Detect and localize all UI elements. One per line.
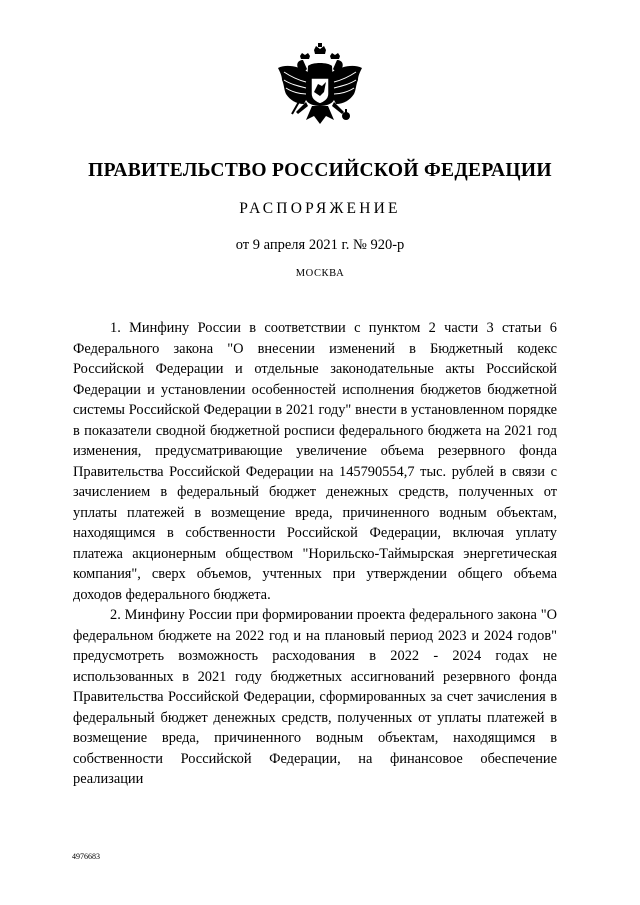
- paragraph-2: 2. Минфину России при формировании проекта федерального закона "О федеральном бюджете на 2022 год и на плановый период 2023 и 2024 годов" предусмотреть возможность расходования в 2022 - 2024 годах не использованных в 2021 году бюджетных ассигнований резервного фонда Правительства Российской Федерации, сформированных за счет зачисления в федеральный бюджет денежных средств, полученных от уплаты платежей в возмещение вреда, причиненного водным объектам, находящимся в собственности Российской Федерации, на финансовое обеспечение реализации: [73, 607, 557, 787]
- page-identifier: 4976683: [72, 852, 100, 861]
- paragraph-1: 1. Минфину России в соответствии с пунктом 2 части 3 статьи 6 Федерального закона "О внесении изменений в Бюджетный кодекс Российской Федерации и отдельные законодательные акты Российской Федерации и установлении особенностей исполнения бюджетов бюджетной системы Российской Федерации в 2021 году" внести в установленном порядке в показатели сводной бюджетной росписи федерального бюджета на 2021 год изменения, предусматривающие увеличение объема резервного фонда Правительства Российской Федерации на 145790554,7 тыс. рублей в связи с зачислением в федеральный бюджет денежных средств, полученных от уплаты платежей в возмещение вреда, причиненного водным объектам, находящимся в собственности Российской Федерации, включая уплату платежа акционерным обществом "Норильско-Таймырская энергетическая компания", сверх объемов, учтенных при утверждении общего объема доходов федерального бюджета.: [73, 320, 557, 603]
- government-title: ПРАВИТЕЛЬСТВО РОССИЙСКОЙ ФЕДЕРАЦИИ: [88, 160, 552, 181]
- document-body: [73, 318, 557, 790]
- document-type: РАСПОРЯЖЕНИЕ: [239, 200, 401, 217]
- document-city: МОСКВА: [295, 268, 345, 279]
- coat-of-arms-icon: [270, 42, 370, 142]
- document-date-number: от 9 апреля 2021 г. № 920-р: [235, 237, 405, 253]
